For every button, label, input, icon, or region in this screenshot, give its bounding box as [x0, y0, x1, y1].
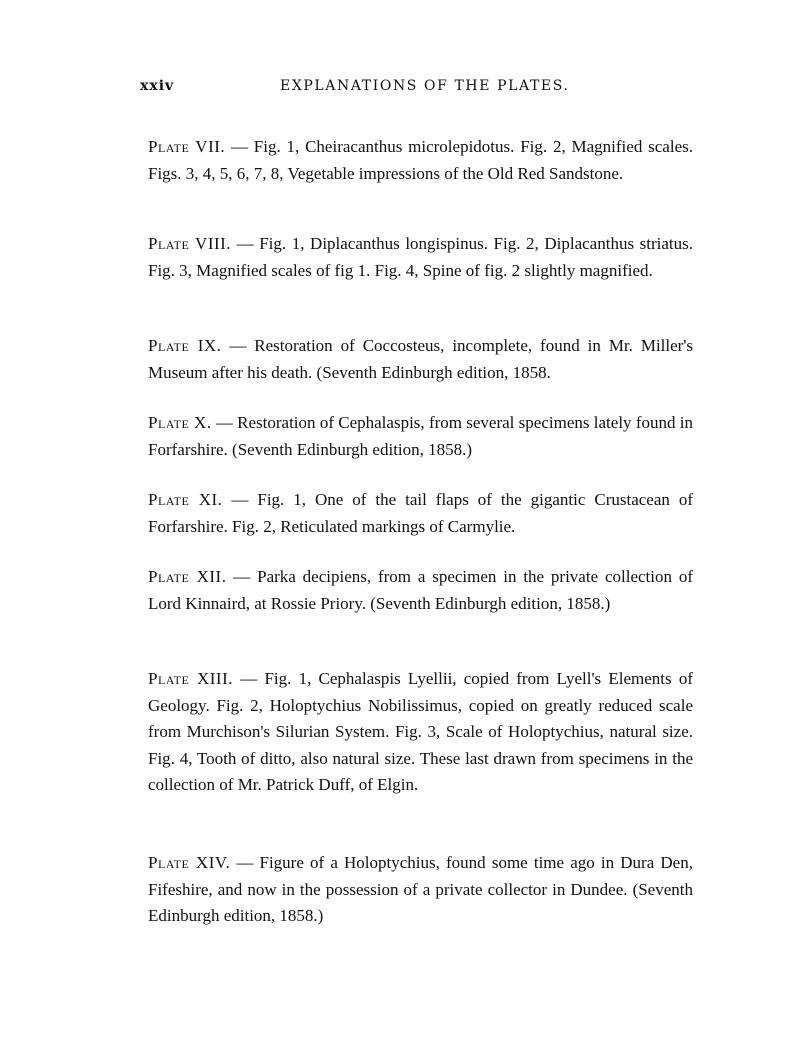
plate-description: — Restoration of Cephalaspis, from several specimens lately found in Forfarshire. (Seventh Edinburgh edition, 1858.) — [148, 413, 693, 459]
plate-description: — Fig. 1, One of the tail flaps of the gigantic Crustacean of Forfarshire. Fig. 2, Reticulated markings of Carmylie. — [148, 490, 694, 536]
plate-label: Plate VII. — [148, 137, 226, 156]
plate-entry — [148, 850, 693, 930]
plate-entry — [148, 666, 693, 799]
plate-description: — Fig. 1, Diplacanthus longispinus. Fig. 2, Diplacanthus striatus. Fig. 3, Magnified scales of fig 1. Fig. 4, Spine of fig. 2 slightly magnified. — [148, 234, 693, 280]
plate-description: — Fig. 1, Cephalaspis Lyellii, copied from Lyell's Elements of Geology. Fig. 2, Holoptychius Nobilissimus, copied on greatly reduced scale from Murchison's Silurian System. Fig. 3, Scale of Holoptychius, natural size. Fig. 4, Tooth of ditto, also natural size. These last drawn from specimens in the collection of Mr. Patrick Duff, of Elgin. — [148, 669, 693, 794]
plate-label: Plate IX. — [148, 336, 222, 355]
plate-entry — [148, 134, 693, 187]
running-head: EXPLANATIONS OF THE PLATES. — [280, 78, 570, 94]
plate-description: — Parka decipiens, from a specimen in the private collection of Lord Kinnaird, at Rossie Priory. (Seventh Edinburgh edition, 1858.) — [148, 567, 693, 613]
plate-entry — [148, 231, 693, 284]
plate-entry — [148, 333, 693, 386]
page-number: xxiv — [140, 78, 175, 94]
plate-entry — [148, 410, 693, 463]
plate-description: — Restoration of Coccosteus, incomplete, found in Mr. Miller's Museum after his death. (Seventh Edinburgh edition, 1858. — [148, 336, 694, 382]
plate-description: — Fig. 1, Cheiracanthus microlepidotus. Fig. 2, Magnified scales. Figs. 3, 4, 5, 6, 7, 8, Vegetable impressions of the Old Red Sandstone. — [148, 137, 693, 183]
plate-entry — [148, 487, 693, 540]
plate-label: Plate VIII. — [148, 234, 232, 253]
page-header — [140, 78, 700, 102]
plate-label: Plate XIII. — [148, 669, 234, 688]
plate-label: Plate XII. — [148, 567, 227, 586]
plate-label: Plate XIV. — [148, 853, 231, 872]
plate-label: Plate X. — [148, 413, 212, 432]
plate-description: — Figure of a Holoptychius, found some time ago in Dura Den, Fifeshire, and now in the possession of a private collector in Dundee. (Seventh Edinburgh edition, 1858.) — [148, 853, 693, 925]
plate-entry — [148, 564, 693, 617]
plate-label: Plate XI. — [148, 490, 223, 509]
